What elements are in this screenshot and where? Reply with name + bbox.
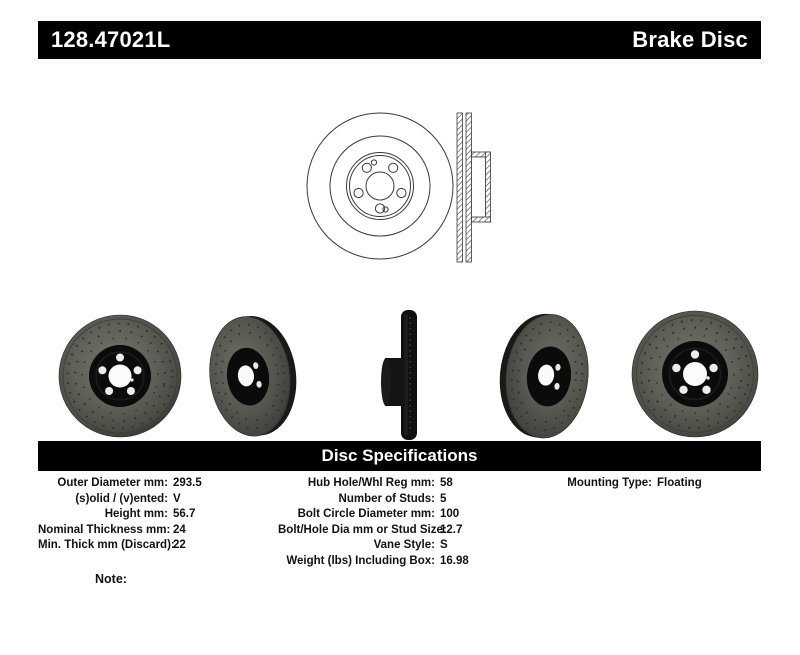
spec-label: Mounting Type : [550, 476, 652, 492]
spec-column-right [550, 476, 772, 492]
note-label: Note: [95, 572, 127, 586]
spec-label: Bolt Circle Diameter mm : [278, 507, 435, 523]
spec-value: S [440, 539, 448, 551]
spec-value: 293.5 [173, 477, 202, 489]
rotor-photo-angled-right [497, 312, 593, 440]
spec-value: 56.7 [173, 508, 196, 520]
rotor-photo-front-right [631, 310, 759, 438]
drawing-front-view [307, 113, 453, 259]
spec-value: 22 [173, 539, 186, 551]
spec-row [38, 538, 280, 554]
rotor-photo-edge-profile [377, 308, 423, 442]
spec-section-bar [38, 441, 761, 471]
spec-value: 16.98 [440, 554, 469, 567]
spec-value: Floating [657, 477, 702, 489]
spec-row [550, 476, 772, 492]
spec-row [278, 554, 550, 570]
rotor-photo-front-left [58, 314, 182, 438]
spec-row [38, 492, 280, 508]
spec-value: 100 [440, 508, 460, 520]
spec-value: V [173, 492, 181, 505]
spec-column-left [38, 476, 280, 554]
rotor-photo-angled-left [207, 314, 299, 438]
spec-row [278, 507, 550, 523]
spec-row [38, 476, 280, 492]
spec-label: Hub Hole/Whl Reg mm : [278, 476, 435, 492]
title-bar [38, 21, 761, 59]
part-number: 128.47021L [51, 27, 171, 52]
spec-label: Bolt/Hole Dia mm or Stud Size : [278, 523, 435, 539]
spec-column-middle [278, 476, 550, 569]
drawing-cross-section [457, 113, 491, 262]
spec-label: Number of Studs : [278, 492, 435, 508]
technical-drawing [290, 93, 505, 283]
spec-label: Weight (lbs) Including Box : [278, 554, 435, 570]
spec-value: 12.7 [440, 523, 463, 536]
spec-label: Vane Style : [278, 538, 435, 554]
spec-value: 58 [440, 477, 453, 489]
spec-label: Outer Diameter mm : [38, 476, 168, 492]
spec-row [278, 523, 550, 539]
product-type-title: Brake Disc [632, 27, 748, 52]
spec-label: Nominal Thickness mm : [38, 523, 168, 539]
spec-label: (s)olid / (v)ented : [38, 492, 168, 508]
spec-row [278, 476, 550, 492]
spec-row [278, 538, 550, 554]
spec-row [278, 492, 550, 508]
spec-label: Min. Thick mm (Discard) : [38, 538, 168, 554]
spec-section-title: Disc Specifications [321, 446, 478, 465]
spec-value: 24 [173, 523, 186, 536]
spec-value: 5 [440, 492, 447, 505]
spec-row [38, 507, 280, 523]
spec-row [38, 523, 280, 539]
spec-label: Height mm : [38, 507, 168, 523]
